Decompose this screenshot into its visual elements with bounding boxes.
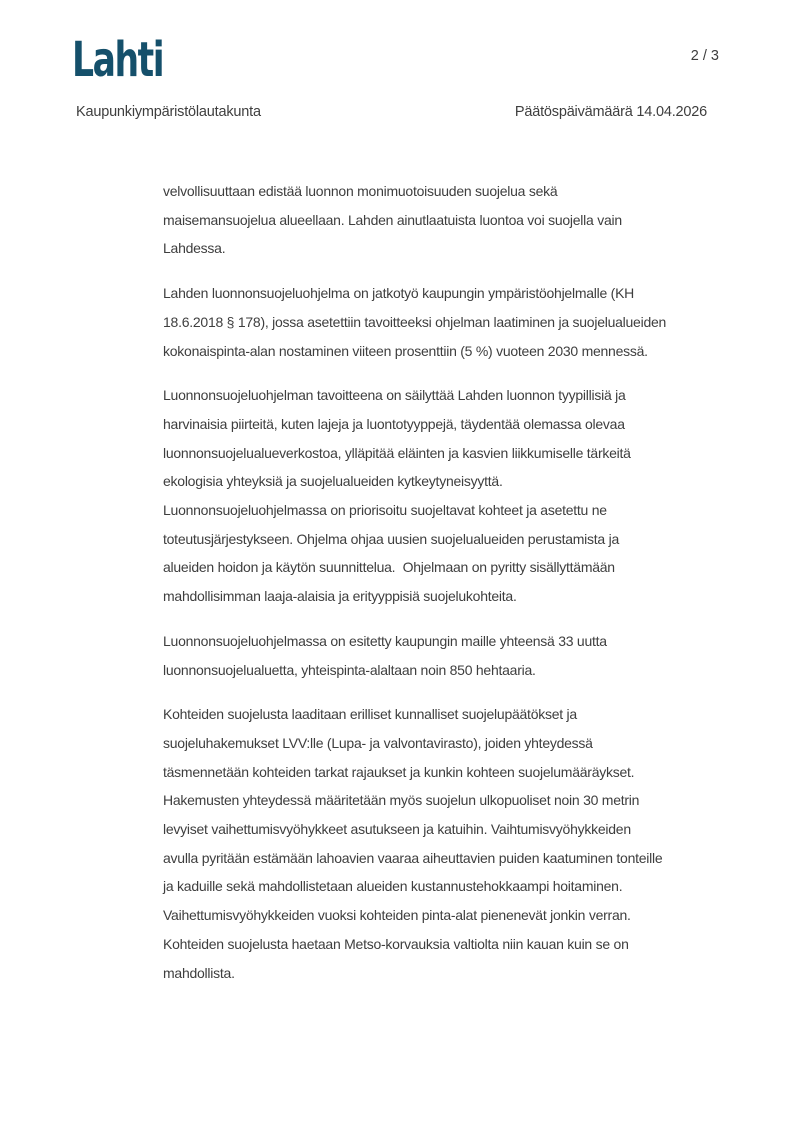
paragraph [163,700,743,987]
text-line: velvollisuuttaan edistää luonnon monimuotoisuuden suojelua sekä [163,183,558,199]
lahti-logo: Lahti [72,32,164,88]
text-line: toteutusjärjestykseen. Ohjelma ohjaa uusien suojelualueiden perustamista ja [163,530,619,547]
text-line: Vaihettumisvyöhykkeiden vuoksi kohteiden pinta-alat pienenevät jonkin verran. [163,907,631,924]
text-line: Lahden luonnonsuojeluohjelma on jatkotyö kaupungin ympäristöohjelmalle (KH [163,285,635,302]
decision-date: Päätöspäivämäärä 14.04.2026 [514,104,707,120]
text-line: Luonnonsuojeluohjelman tavoitteena on säilyttää Lahden luonnon tyypillisiä ja [163,387,626,404]
text-line: mahdollista. [163,964,235,981]
committee-name: Kaupunkiympäristölautakunta [76,104,261,120]
text-line: levyiset vaihettumisvyöhykkeet asutukseen ja katuihin. Vaihtumisvyöhykkeiden [163,821,631,838]
text-line: harvinaisia piirteitä, kuten lajeja ja luontotyyppejä, täydentää olemassa olevaa [163,415,625,432]
text-line: Kohteiden suojelusta haetaan Metso-korvauksia valtiolta niin kauan kuin se on [163,935,629,952]
text-line: kokonaispinta-alan nostaminen viiteen prosenttiin (5 %) vuoteen 2030 mennessä. [163,342,648,359]
document-body [163,177,743,1003]
text-line: maisemansuojelua alueellaan. Lahden ainutlaatuista luontoa voi suojella vain [163,211,622,228]
text-line: ja kaduille sekä mahdollistetaan alueiden kustannustehokkaampi hoitaminen. [163,878,623,895]
text-line: ekologisia yhteyksiä ja suojelualueiden kytkeytyneisyyttä. [163,473,503,490]
text-line: täsmennetään kohteiden tarkat rajaukset ja kunkin kohteen suojelumääräykset. [163,763,635,780]
paragraph [163,279,743,365]
paragraph [163,627,743,684]
text-line: alueiden hoidon ja käytön suunnittelua. Ohjelmaan on pyritty sisällyttämään [163,559,615,576]
text-line: luonnonsuojelualueverkostoa, ylläpitää eläinten ja kasvien liikkumiselle tärkeitä [163,444,631,461]
text-line: Hakemusten yhteydessä määritetään myös suojelun ulkopuoliset noin 30 metrin [163,792,640,809]
text-line: Kohteiden suojelusta laaditaan erilliset kunnalliset suojelupäätökset ja [163,706,577,723]
text-line: 18.6.2018 § 178), jossa asetettiin tavoitteeksi ohjelman laatiminen ja suojelualueiden [163,313,667,330]
paragraph [163,381,743,611]
text-line: luonnonsuojelualuetta, yhteispinta-alaltaan noin 850 hehtaaria. [163,661,536,678]
text-line: Luonnonsuojeluohjelmassa on esitetty kaupungin maille yhteensä 33 uutta [163,632,607,649]
text-line: mahdollisimman laaja-alaisia ja erityyppisiä suojelukohteita. [163,588,517,605]
text-line: Lahdessa. [163,240,226,257]
text-line: Luonnonsuojeluohjelmassa on priorisoitu suojeltavat kohteet ja asetettu ne [163,502,607,519]
page-number: 2 / 3 [690,48,719,64]
text-line: suojeluhakemukset LVV:lle (Lupa- ja valvontavirasto), joiden yhteydessä [163,734,593,751]
paragraph [163,177,743,263]
text-line: avulla pyritään estämään lahoavien vaaraa aiheuttavien puiden kaatuminen tonteille [163,849,663,866]
